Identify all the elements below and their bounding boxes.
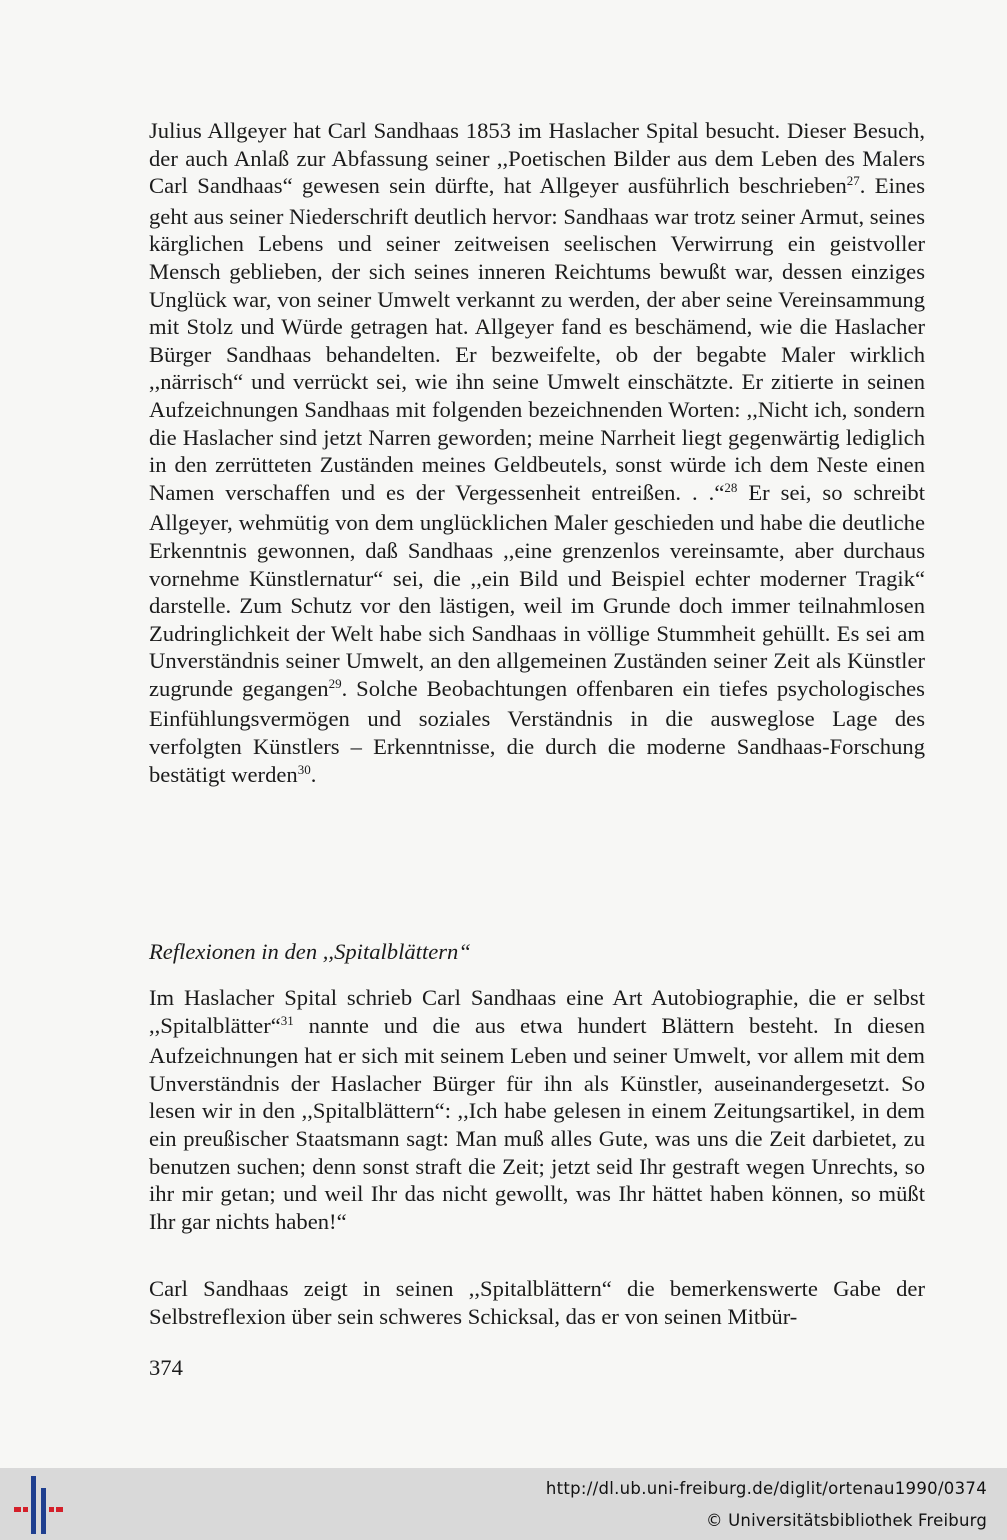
logo-dash-red-2 (23, 1507, 28, 1512)
section-heading: Reflexionen in den ,,Spitalblättern“ (149, 939, 471, 964)
footnote-ref-30[interactable]: 30 (297, 761, 311, 777)
paragraph-text: nannte und die aus etwa hundert Blättern besteht. In diesen Aufzeichnungen hat er sich mit seinem Leben und seiner Umwelt, vor allem mit dem Unverständnis der Haslacher Bürger für ihn als Künstler, auseinandergesetzt. So lesen wir in den ,,Spitalblättern“: ,,Ich habe gelesen in einem Zeitungsartikel, in dem ein preußischer Staatsmann sagt: Man muß alles Gute, was uns die Zeit darbietet, zu benutzen suchen; denn sonst straft die Zeit; jetzt seid Ihr gestraft wegen Unrechts, so ihr mir getan; und weil Ihr das nicht gewollt, was Ihr hättet haben können, so müßt Ihr gar nichts haben!“ (149, 1012, 925, 1234)
page-number: 374 (149, 1355, 183, 1380)
footnote-ref-27[interactable]: 27 (846, 173, 860, 189)
paragraph-allgeyer-visit (149, 117, 925, 791)
paragraph-text: Julius Allgeyer hat Carl Sandhaas 1853 im Haslacher Spital besucht. Dieser Besuch, der auch Anlaß zur Abfassung seiner ,,Poetischen Bilder aus dem Leben des Malers Carl Sandhaas“ gewesen sein dürfte, hat Allgeyer ausführlich beschrieben (149, 118, 925, 199)
paragraph-self-reflection (149, 1275, 925, 1330)
footnote-ref-29[interactable]: 29 (328, 675, 342, 691)
paragraph-text: Im Haslacher Spital schrieb Carl Sandhaas eine Art Autobiographie, die er selbst ,,Spitalblätter“ (149, 985, 925, 1038)
paragraph-text: . (310, 761, 317, 787)
paragraph-text: . Eines geht aus seiner Niederschrift deutlich hervor: Sandhaas war trotz seiner Armut, seines kärglichen Lebens und seiner zeitweisen seelischen Verwirrung ein geistvoller Mensch geblieben, der sich seines inneren Reichtums bewußt war, dessen einziges Unglück war, von seiner Umwelt verkannt zu werden, der aber seine Vereinsammung mit Stolz und Würde getragen hat. Allgeyer fand es beschämend, wie die Haslacher Bürger Sandhaas behandelten. Er bezweifelte, ob der begabte Maler wirklich ,,närrisch“ und verrückt sei, wie ihn seine Umwelt einschätzte. Er zitierte in seinen Aufzeichnungen Sandhaas mit folgenden bezeichnenden Worten: ,,Nicht ich, sondern die Haslacher sind jetzt Narren geworden; meine Narrheit liegt gegenwärtig lediglich in den zerrütteten Zuständen meines Geldbeutels, sonst würde ich dem Neste einen Namen verschaffen und es der Vergessenheit entreißen. . .“ (149, 173, 925, 505)
logo-dash-red-3 (49, 1507, 54, 1512)
paragraph-text: Carl Sandhaas zeigt in seinen ,,Spitalblättern“ die bemerkenswerte Gabe der Selbstreflexion über sein schweres Schicksal, das er von seinen Mitbür- (149, 1276, 925, 1329)
logo-dash-red-1 (14, 1507, 21, 1512)
ub-freiburg-logo-icon[interactable] (12, 1476, 66, 1534)
footnote-ref-28[interactable]: 28 (724, 479, 738, 495)
footer-bar (0, 1468, 1007, 1540)
paragraph-spitalblaetter (149, 984, 925, 1235)
logo-bar-blue-left (31, 1476, 36, 1534)
footer-url-link[interactable]: http://dl.ub.uni-freiburg.de/diglit/ortenau1990/0374 (545, 1479, 987, 1498)
footer-copyright: © Universitätsbibliothek Freiburg (705, 1511, 987, 1530)
paragraph-text: . Solche Beobachtungen offenbaren ein tiefes psychologisches Einfühlungsvermögen und soziales Verständnis in die ausweglose Lage des verfolgten Künstlers – Erkenntnisse, die durch die moderne Sandhaas-Forschung bestätigt werden (149, 675, 925, 787)
logo-bar-blue-right (41, 1488, 46, 1534)
logo-dash-red-4 (56, 1507, 63, 1512)
paragraph-text: Er sei, so schreibt Allgeyer, wehmütig von dem unglücklichen Maler geschieden und habe die deutliche Erkenntnis gewonnen, daß Sandhaas ,,eine grenzenlos vereinsamte, aber durchaus vornehme Künstlernatur“ sei, die ,,ein Bild und Beispiel echter moderner Tragik“ darstelle. Zum Schutz vor den lästigen, weil im Grunde doch immer teilnahmlosen Zudringlichkeit der Welt habe sich Sandhaas in völlige Stummheit gehüllt. Es sei am Unverständnis seiner Umwelt, an den allgemeinen Zuständen seiner Zeit als Künstler zugrunde gegangen (149, 479, 925, 701)
footnote-ref-31[interactable]: 31 (280, 1012, 294, 1028)
